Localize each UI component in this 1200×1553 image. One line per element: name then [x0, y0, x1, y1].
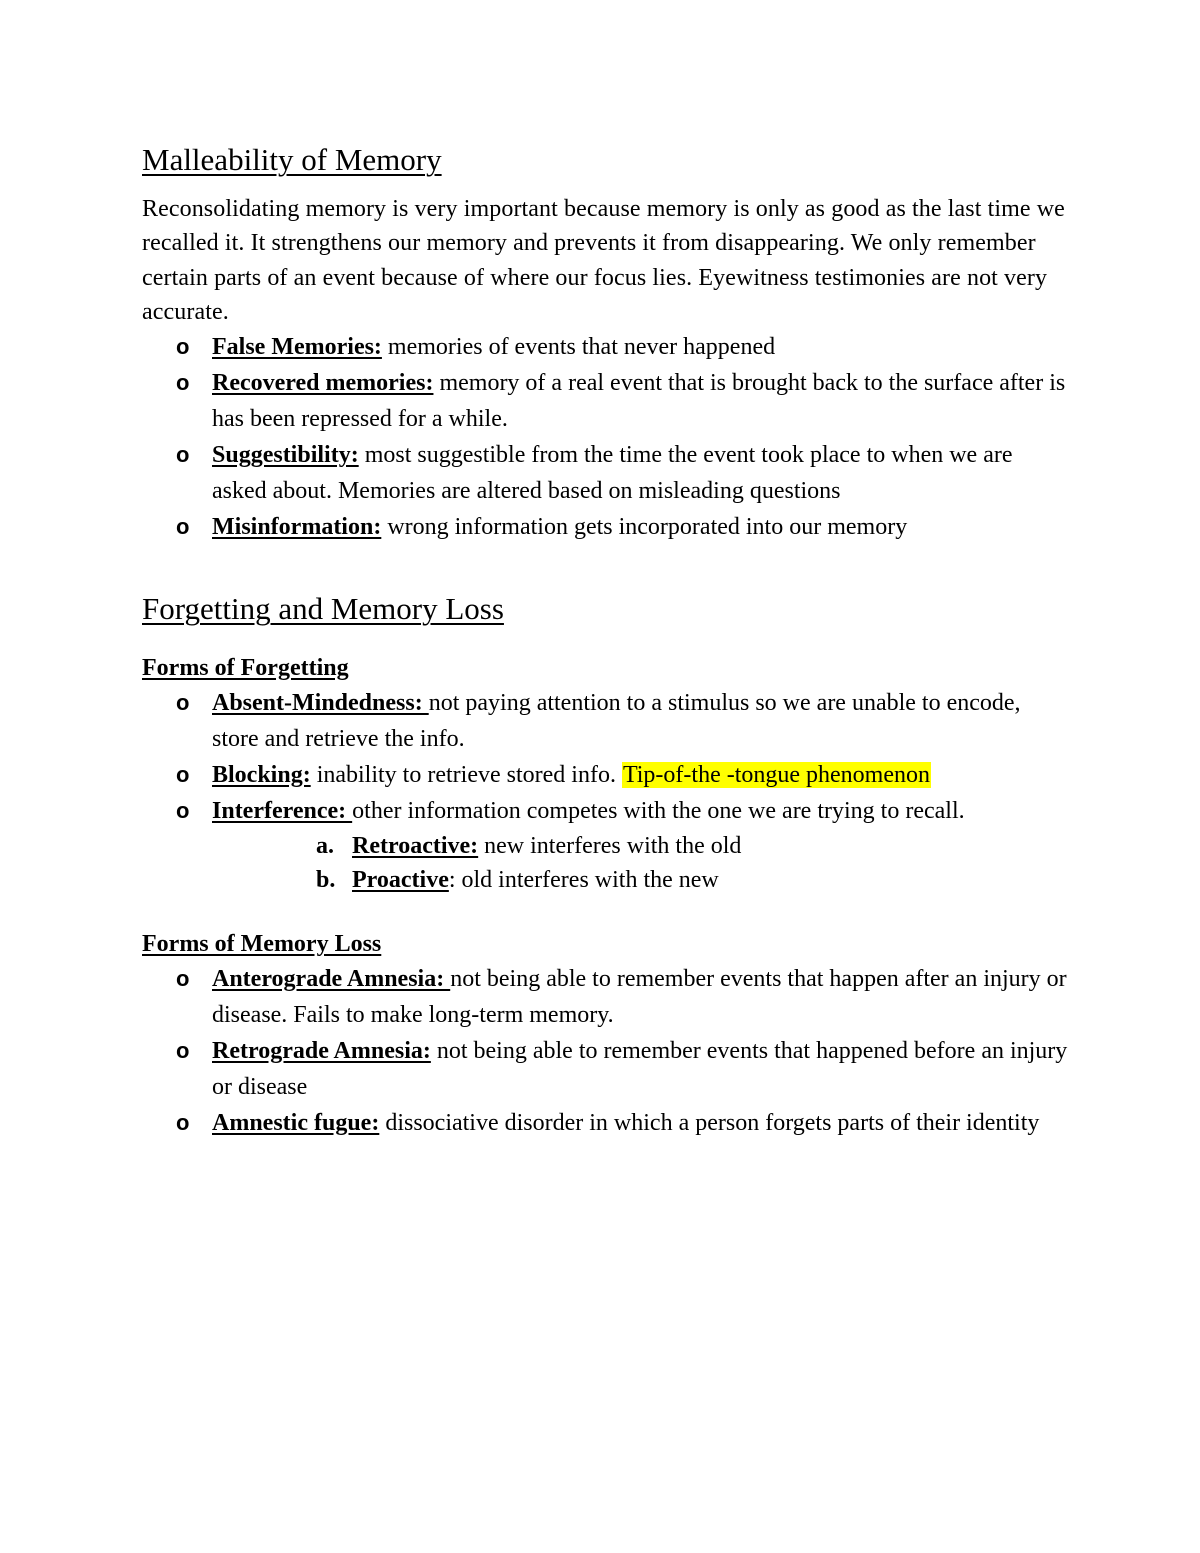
sublist-item-retroactive [212, 829, 1072, 863]
sublist-marker: b. [316, 867, 336, 894]
term-label: Amnestic fugue: [212, 1110, 380, 1137]
document-page [142, 140, 1072, 1141]
term-definition: not being able to remember events that happened before an injury or disease [212, 1038, 1068, 1101]
bullet-icon: o [176, 442, 190, 468]
term-definition: wrong information gets incorporated into our memory [381, 514, 908, 541]
term-label: Misinformation: [212, 514, 382, 541]
list-item-suggestibility [142, 437, 1072, 509]
bullet-icon: o [176, 798, 190, 824]
bullet-icon: o [176, 1110, 190, 1136]
term-label: Retroactive: [352, 833, 479, 860]
list-item-retrograde-amnesia [142, 1033, 1072, 1105]
term-label: Anterograde Amnesia: [212, 966, 451, 993]
list-item-false-memories [142, 329, 1072, 365]
term-label: Absent-Mindedness: [212, 690, 429, 717]
term-label: Interference: [212, 798, 353, 825]
section-title-forgetting: Forgetting and Memory Loss [142, 591, 504, 627]
list-item-misinformation [142, 509, 1072, 545]
list-item-recovered-memories [142, 365, 1072, 437]
term-definition: : old interferes with the new [448, 867, 719, 894]
bullet-icon: o [176, 334, 190, 360]
term-label: Blocking: [212, 762, 311, 789]
term-label: Recovered memories: [212, 370, 434, 397]
highlighted-text: Tip-of-the -tongue phenomenon [622, 762, 931, 789]
term-definition: dissociative disorder in which a person forgets parts of their identity [379, 1110, 1040, 1137]
list-item-interference [142, 793, 1072, 897]
term-definition: memories of events that never happened [381, 334, 776, 361]
term-definition: not paying attention to a stimulus so we are unable to encode, store and retrieve the info. [212, 690, 1021, 753]
bullet-icon: o [176, 690, 190, 716]
list-item-blocking [142, 757, 1072, 793]
term-definition: other information competes with the one we are trying to recall. [352, 798, 965, 825]
malleability-list [142, 329, 1072, 545]
section-title-malleability: Malleability of Memory [142, 142, 442, 177]
bullet-icon: o [176, 762, 190, 788]
term-definition: inability to retrieve stored info. [310, 762, 622, 789]
list-item-amnestic-fugue [142, 1105, 1072, 1141]
bullet-icon: o [176, 514, 190, 540]
subheading-forms-of-memory-loss: Forms of Memory Loss [142, 931, 382, 958]
interference-sublist [212, 829, 1072, 897]
bullet-icon: o [176, 370, 190, 396]
term-definition: most suggestible from the time the event took place to when we are asked about. Memories are altered based on misleading questions [212, 442, 1013, 505]
subheading-forms-of-forgetting: Forms of Forgetting [142, 655, 349, 682]
sublist-item-proactive [212, 863, 1072, 897]
forgetting-list [142, 685, 1072, 897]
memory-loss-list [142, 961, 1072, 1141]
term-definition: memory of a real event that is brought back to the surface after is has been repressed for a while. [212, 370, 1066, 433]
term-definition: new interferes with the old [478, 833, 742, 860]
term-definition: not being able to remember events that happen after an injury or disease. Fails to make long-term memory. [212, 966, 1067, 1029]
term-label: Proactive [352, 867, 449, 894]
term-label: Suggestibility: [212, 442, 359, 469]
intro-paragraph: Reconsolidating memory is very important because memory is only as good as the last time we recalled it. It strengthens our memory and prevents it from disappearing. We only remember certain parts of an event because of where our focus lies. Eyewitness testimonies are not very accurate. [142, 196, 1065, 325]
list-item-anterograde-amnesia [142, 961, 1072, 1033]
bullet-icon: o [176, 966, 190, 992]
list-item-absent-mindedness [142, 685, 1072, 757]
term-label: Retrograde Amnesia: [212, 1038, 431, 1065]
term-label: False Memories: [212, 334, 382, 361]
bullet-icon: o [176, 1038, 190, 1064]
sublist-marker: a. [316, 833, 334, 860]
